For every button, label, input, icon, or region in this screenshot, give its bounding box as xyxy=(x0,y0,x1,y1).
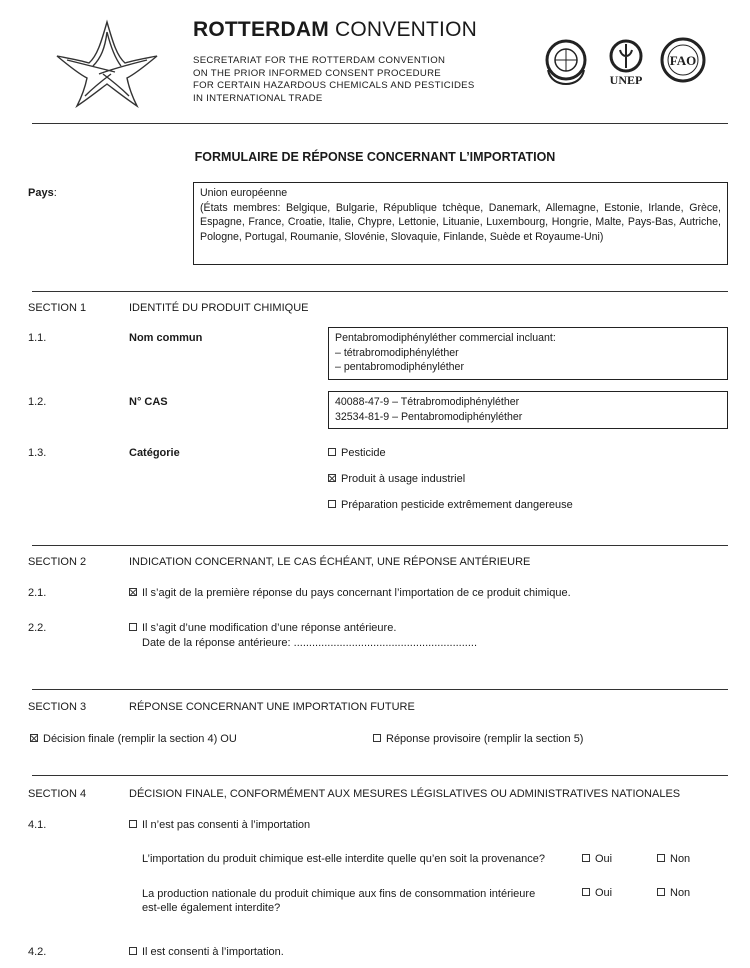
item-4-2-number: 4.2. xyxy=(28,946,47,958)
section2-number: SECTION 2 xyxy=(28,556,87,568)
q2-oui-option[interactable]: Oui xyxy=(582,887,612,899)
cas-box: 40088-47-9 – Tétrabromodiphényléther 32534-81-9 – Pentabromodiphényléther xyxy=(328,391,728,429)
svg-text:UNEP: UNEP xyxy=(609,73,643,87)
nom-commun-box: Pentabromodiphényléther commercial incluant: – tétrabromodiphényléther – pentabromodiphényléther xyxy=(328,327,728,380)
un-emblem-icon xyxy=(547,41,585,84)
categorie-label: Catégorie xyxy=(129,447,180,459)
item-1-1-number: 1.1. xyxy=(28,332,47,344)
section3-divider xyxy=(32,689,728,690)
checkbox-empty[interactable] xyxy=(657,888,665,896)
checkbox-empty[interactable] xyxy=(328,500,336,508)
decision-finale-option[interactable]: Décision finale (remplir la section 4) OU xyxy=(30,733,237,745)
checkbox-empty[interactable] xyxy=(657,854,665,862)
nom-commun-label: Nom commun xyxy=(129,332,203,344)
checkbox-empty[interactable] xyxy=(582,888,590,896)
section4-number: SECTION 4 xyxy=(28,788,87,800)
section1-title: IDENTITÉ DU PRODUIT CHIMIQUE xyxy=(129,302,309,314)
unep-logo-icon xyxy=(611,41,641,71)
reponse-provisoire-option[interactable]: Réponse provisoire (remplir la section 5) xyxy=(373,733,583,745)
pays-member-states: (États membres: Belgique, Bulgarie, République tchèque, Danemark, Allemagne, Estonie, Irlande, Grèce, Espagne, France, Croatie, Italie, Chypre, Lettonie, Lituanie, Luxembourg, Hongrie, Malte, Pays-Bas, Autriche, Pologne, Portugal, Roumanie, Slovénie, Slovaquie, Finlande, Suède et Royaume-Uni) xyxy=(200,201,721,243)
checkbox-empty[interactable] xyxy=(129,820,137,828)
rotterdam-star-logo-icon xyxy=(55,18,160,108)
section1-divider xyxy=(32,291,728,292)
item-2-2-number: 2.2. xyxy=(28,622,47,634)
section1-number: SECTION 1 xyxy=(28,302,87,314)
checkbox-checked[interactable] xyxy=(30,734,38,742)
question-production-interdite: La production nationale du produit chimique aux fins de consommation intérieure est-elle également interdite? xyxy=(142,888,536,914)
convention-title: ROTTERDAM CONVENTION xyxy=(193,18,477,41)
checkbox-checked[interactable] xyxy=(129,588,137,596)
categorie-option-pesticide[interactable]: Pesticide xyxy=(328,447,386,459)
checkbox-empty[interactable] xyxy=(328,448,336,456)
section3-number: SECTION 3 xyxy=(28,701,87,713)
section2-title: INDICATION CONCERNANT, LE CAS ÉCHÉANT, UNE RÉPONSE ANTÉRIEURE xyxy=(129,556,531,568)
item-4-1-number: 4.1. xyxy=(28,819,47,831)
checkbox-checked[interactable] xyxy=(328,474,336,482)
checkbox-empty[interactable] xyxy=(129,947,137,955)
consenti-option[interactable]: Il est consenti à l’importation. xyxy=(129,946,284,958)
premiere-reponse-option[interactable]: Il s’agit de la première réponse du pays concernant l’importation de ce produit chimique. xyxy=(129,587,571,599)
categorie-option-industriel[interactable]: Produit à usage industriel xyxy=(328,473,465,485)
date-reponse-anterieure[interactable]: Date de la réponse antérieure: ............................................................ xyxy=(142,637,478,649)
q1-oui-option[interactable]: Oui xyxy=(582,853,612,865)
pays-union: Union européenne xyxy=(200,187,288,199)
secretariat-subtitle: SECRETARIAT FOR THE ROTTERDAM CONVENTION ON THE PRIOR INFORMED CONSENT PROCEDURE FOR CERTAIN HAZARDOUS CHEMICALS AND PESTICIDES IN INTERNATIONAL TRADE xyxy=(193,55,475,104)
item-2-1-number: 2.1. xyxy=(28,587,47,599)
q2-non-option[interactable]: Non xyxy=(657,887,690,899)
svg-text:FAO: FAO xyxy=(669,53,697,68)
checkbox-empty[interactable] xyxy=(129,623,137,631)
checkbox-empty[interactable] xyxy=(373,734,381,742)
cas-label: N° CAS xyxy=(129,396,168,408)
pays-label: Pays: xyxy=(28,187,57,199)
header-divider xyxy=(32,123,728,124)
pays-box xyxy=(193,182,728,265)
item-1-3-number: 1.3. xyxy=(28,447,47,459)
partner-logos xyxy=(540,36,710,90)
form-title: FORMULAIRE DE RÉPONSE CONCERNANT L’IMPORTATION xyxy=(194,150,556,164)
checkbox-empty[interactable] xyxy=(582,854,590,862)
question-importation-interdite: L’importation du produit chimique est-elle interdite quelle qu’en soit la provenance? xyxy=(142,853,545,865)
section3-title: RÉPONSE CONCERNANT UNE IMPORTATION FUTURE xyxy=(129,701,415,713)
section4-title: DÉCISION FINALE, CONFORMÉMENT AUX MESURES LÉGISLATIVES OU ADMINISTRATIVES NATIONALES xyxy=(129,788,681,800)
section4-divider xyxy=(32,775,728,776)
item-1-2-number: 1.2. xyxy=(28,396,47,408)
section2-divider xyxy=(32,545,728,546)
modification-option[interactable]: Il s’agit d’une modification d’une réponse antérieure. xyxy=(129,622,396,634)
categorie-option-preparation[interactable]: Préparation pesticide extrêmement dangereuse xyxy=(328,499,573,511)
q1-non-option[interactable]: Non xyxy=(657,853,690,865)
non-consenti-option[interactable]: Il n’est pas consenti à l’importation xyxy=(129,819,310,831)
